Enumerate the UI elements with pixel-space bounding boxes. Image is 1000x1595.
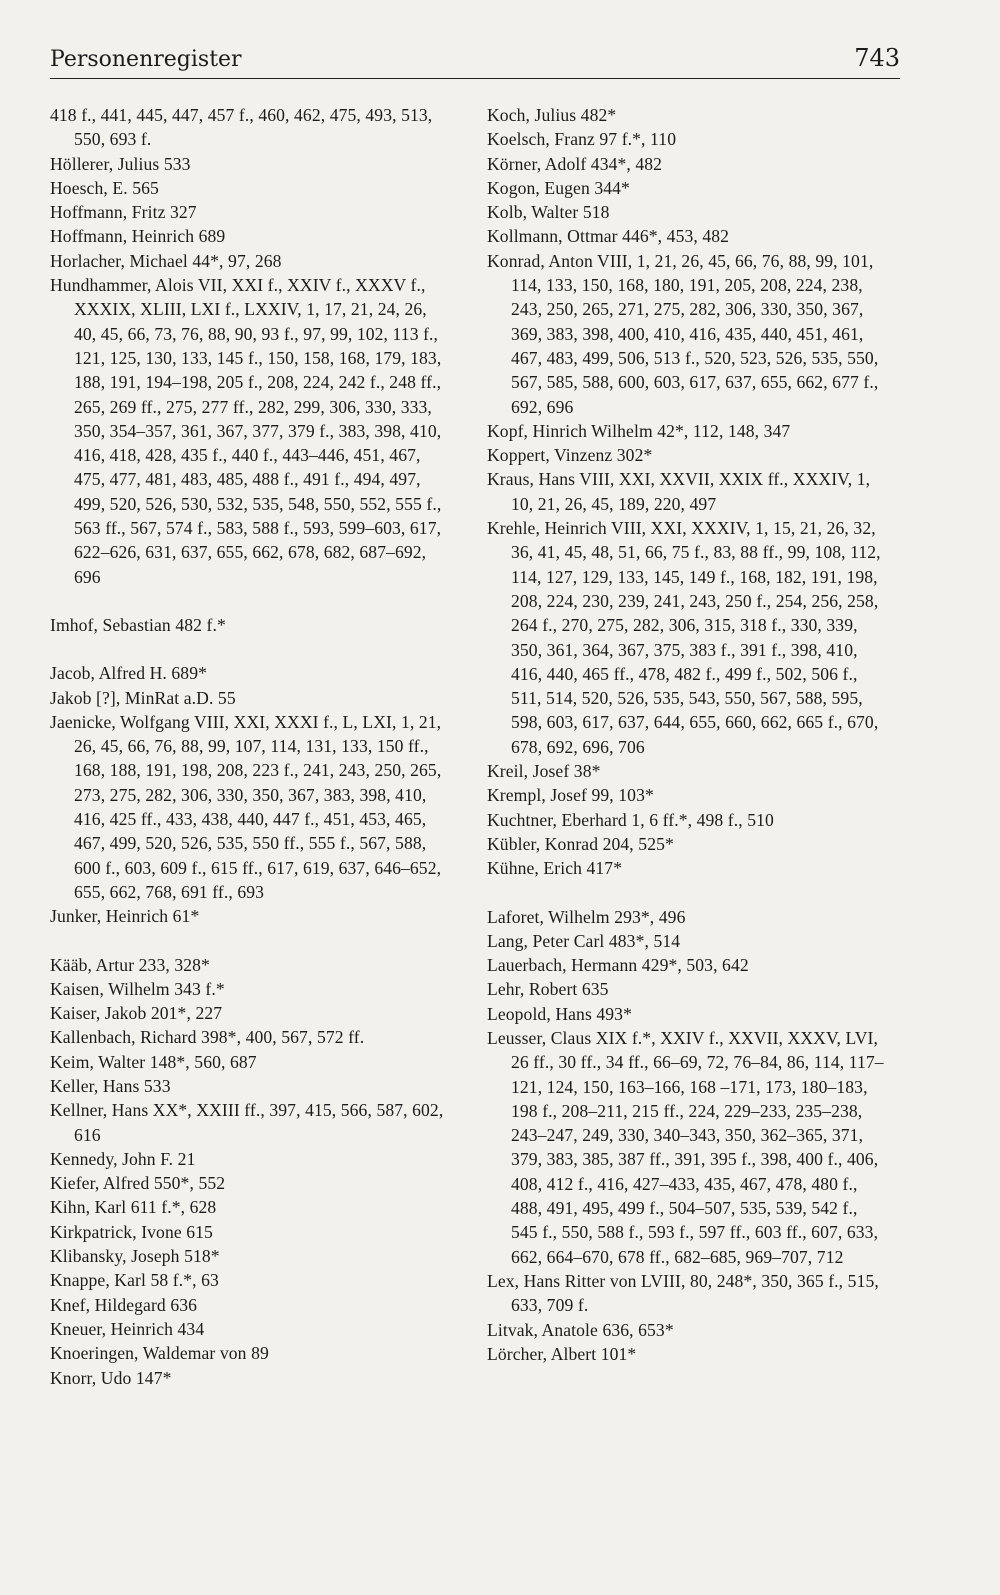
index-entry: Kraus, Hans VIII, XXI, XXVII, XXIX ff., XXXIV, 1, 10, 21, 26, 45, 189, 220, 497	[487, 469, 871, 514]
index-entry: Jakob [?], MinRat a.D. 55	[50, 687, 236, 708]
index-entry: Krehle, Heinrich VIII, XXI, XXXIV, 1, 15, 21, 26, 32, 36, 41, 45, 48, 51, 66, 75 f., 83, 88 ff., 99, 108, 112, 114, 127, 129, 133, 145, 149 f., 168, 182, 191, 198, 208, 224, 230, 239, 241, 243, 250 f., 254, 256, 258, 264 f., 270, 275, 282, 306, 315, 318 f., 330, 339, 350, 361, 364, 367, 375, 383 f., 391 f., 398, 410, 416, 440, 465 ff., 478, 482 f., 499 f., 502, 506 f., 511, 514, 520, 526, 535, 543, 550, 567, 588, 595, 598, 603, 617, 637, 644, 655, 660, 662, 665 f., 670, 678, 692, 696, 706	[487, 518, 881, 757]
index-entry: Kirkpatrick, Ivone 615	[50, 1221, 213, 1242]
index-entry: Hoesch, E. 565	[50, 177, 159, 198]
index-entry: Lauerbach, Hermann 429*, 503, 642	[487, 955, 749, 976]
index-entry: Koppert, Vinzenz 302*	[487, 445, 653, 466]
index-entry: Kaiser, Jakob 201*, 227	[50, 1003, 223, 1024]
index-column-left	[50, 103, 450, 1390]
letter-group-gap	[487, 881, 887, 905]
index-entry: Klibansky, Joseph 518*	[50, 1246, 220, 1267]
index-entry: Kallenbach, Richard 398*, 400, 567, 572 ff.	[50, 1027, 365, 1048]
index-entry: Keller, Hans 533	[50, 1075, 171, 1096]
index-entry: Kaisen, Wilhelm 343 f.*	[50, 978, 225, 999]
index-entry: Konrad, Anton VIII, 1, 21, 26, 45, 66, 76, 88, 99, 101, 114, 133, 150, 168, 180, 191, 205, 208, 224, 238, 243, 250, 265, 271, 275, 282, 306, 330, 350, 367, 369, 383, 398, 400, 410, 416, 435, 440, 451, 461, 467, 483, 499, 506, 513 f., 520, 523, 526, 535, 550, 567, 585, 588, 600, 603, 617, 637, 655, 662, 677 f., 692, 696	[487, 250, 879, 417]
index-entry: Höllerer, Julius 533	[50, 153, 191, 174]
running-head	[50, 36, 900, 79]
index-entry: Kennedy, John F. 21	[50, 1148, 196, 1169]
index-entry: 418 f., 441, 445, 447, 457 f., 460, 462, 475, 493, 513, 550, 693 f.	[50, 105, 433, 150]
index-entry: Knoeringen, Waldemar von 89	[50, 1343, 269, 1364]
index-entry: Kiefer, Alfred 550*, 552	[50, 1173, 226, 1194]
index-entry: Kääb, Artur 233, 328*	[50, 954, 210, 975]
index-entry: Keim, Walter 148*, 560, 687	[50, 1051, 257, 1072]
index-entry: Kuchtner, Eberhard 1, 6 ff.*, 498 f., 510	[487, 809, 774, 830]
index-entry: Kreil, Josef 38*	[487, 761, 601, 782]
index-entry: Kellner, Hans XX*, XXIII ff., 397, 415, 566, 587, 602, 616	[50, 1100, 444, 1145]
index-entry: Horlacher, Michael 44*, 97, 268	[50, 250, 282, 271]
index-entry: Junker, Heinrich 61*	[50, 906, 200, 927]
index-entry: Leopold, Hans 493*	[487, 1003, 632, 1024]
index-entry: Imhof, Sebastian 482 f.*	[50, 614, 226, 635]
index-column-right	[487, 103, 887, 1366]
index-entry: Litvak, Anatole 636, 653*	[487, 1319, 674, 1340]
index-entry: Kübler, Konrad 204, 525*	[487, 833, 674, 854]
index-entry: Knef, Hildegard 636	[50, 1294, 198, 1315]
index-entry: Jaenicke, Wolfgang VIII, XXI, XXXI f., L, LXI, 1, 21, 26, 45, 66, 76, 88, 99, 107, 114, 131, 133, 150 ff., 168, 188, 191, 198, 208, 223 f., 241, 243, 250, 265, 273, 275, 282, 306, 330, 350, 367, 383, 398, 410, 416, 425 ff., 433, 438, 440, 447 f., 451, 453, 465, 467, 499, 520, 526, 535, 550 ff., 555 f., 567, 588, 600 f., 603, 609 f., 615 ff., 617, 619, 637, 646–652, 655, 662, 768, 691 ff., 693	[50, 711, 442, 902]
index-entry: Kolb, Walter 518	[487, 202, 610, 223]
index-entry: Kopf, Hinrich Wilhelm 42*, 112, 148, 347	[487, 420, 791, 441]
index-entry: Hundhammer, Alois VII, XXI f., XXIV f., XXXV f., XXXIX, XLIII, LXI f., LXXIV, 1, 17, 21, 24, 26, 40, 45, 66, 73, 76, 88, 90, 93 f., 97, 99, 102, 113 f., 121, 125, 130, 133, 145 f., 150, 158, 168, 179, 183, 188, 191, 194–198, 205 f., 208, 224, 242 f., 248 ff., 265, 269 ff., 275, 277 ff., 282, 299, 306, 330, 333, 350, 354–357, 361, 367, 377, 379 f., 383, 398, 410, 416, 418, 428, 435 f., 440 f., 443–446, 451, 467, 475, 477, 481, 483, 485, 488 f., 491 f., 494, 497, 499, 520, 526, 530, 532, 535, 548, 550, 552, 555 f., 563 ff., 567, 574 f., 583, 588 f., 593, 599–603, 617, 622–626, 631, 637, 655, 662, 678, 682, 687–692, 696	[50, 275, 442, 587]
index-entry: Jacob, Alfred H. 689*	[50, 663, 207, 684]
index-entry: Lörcher, Albert 101*	[487, 1343, 637, 1364]
index-entry: Kollmann, Ottmar 446*, 453, 482	[487, 226, 730, 247]
running-head-title: Personenregister	[50, 47, 242, 72]
letter-group-gap	[50, 637, 450, 661]
index-entry: Kühne, Erich 417*	[487, 858, 623, 879]
index-entry: Knappe, Karl 58 f.*, 63	[50, 1270, 219, 1291]
index-entry: Lex, Hans Ritter von LVIII, 80, 248*, 350, 365 f., 515, 633, 709 f.	[487, 1270, 879, 1316]
index-entry: Kneuer, Heinrich 434	[50, 1318, 205, 1339]
index-entry: Knorr, Udo 147*	[50, 1367, 172, 1388]
index-entry: Körner, Adolf 434*, 482	[487, 153, 663, 174]
index-entry: Laforet, Wilhelm 293*, 496	[487, 906, 686, 927]
index-entry: Kogon, Eugen 344*	[487, 177, 630, 198]
index-entry: Koch, Julius 482*	[487, 105, 617, 125]
index-entry: Hoffmann, Fritz 327	[50, 202, 197, 223]
index-entry: Leusser, Claus XIX f.*, XXIV f., XXVII, XXXV, LVI, 26 ff., 30 ff., 34 ff., 66–69, 72, 76–84, 86, 114, 117–121, 124, 150, 163–166, 168 –171, 173, 180–183, 198 f., 208–211, 215 ff., 224, 229–233, 235–238, 243–247, 249, 330, 340–343, 350, 362–365, 371, 379, 383, 385, 387 ff., 391, 395 f., 398, 400 f., 406, 408, 412 f., 416, 427–433, 435, 467, 478, 480 f., 488, 491, 495, 499 f., 504–507, 535, 539, 542 f., 545 f., 550, 588 f., 593 f., 597 ff., 603 ff., 607, 633, 662, 664–670, 678 ff., 682–685, 969–707, 712	[487, 1027, 884, 1267]
index-entry: Lehr, Robert 635	[487, 979, 609, 1000]
index-entry: Lang, Peter Carl 483*, 514	[487, 930, 681, 951]
index-entry: Krempl, Josef 99, 103*	[487, 785, 654, 806]
letter-group-gap	[50, 589, 450, 613]
page-number: 743	[854, 44, 900, 72]
index-entry: Hoffmann, Heinrich 689	[50, 226, 226, 247]
index-entry: Koelsch, Franz 97 f.*, 110	[487, 129, 677, 150]
letter-group-gap	[50, 929, 450, 953]
index-entry: Kihn, Karl 611 f.*, 628	[50, 1197, 217, 1218]
